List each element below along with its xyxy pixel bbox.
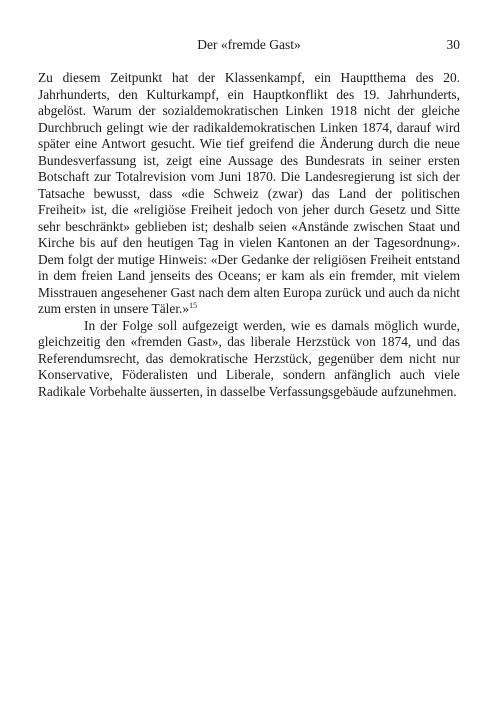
running-head <box>38 37 460 57</box>
footnote-reference: 15 <box>189 301 198 310</box>
body-text <box>38 70 460 400</box>
running-title: Der «fremde Gast» <box>197 37 301 52</box>
page-number: 30 <box>446 37 460 52</box>
paragraph <box>38 70 460 318</box>
paragraph: In der Folge soll aufgezeigt werden, wie es damals möglich wurde, gleichzeitig den «fremden Gast», das liberale Herzstück von 1874, und das Referendumsrecht, das demokratische Herzstück, gegenüber dem nicht nur Konservative, Föderalisten und Liberale, sondern anfänglich auch viele Radikale Vorbehalte äusserten, in dasselbe Verfassungsgebäude aufzunehmen. <box>38 317 460 399</box>
paragraph-text: Zu diesem Zeitpunkt hat der Klassenkampf, ein Hauptthema des 20. Jahrhunderts, den Kulturkampf, ein Hauptkonflikt des 19. Jahrhunderts, abgelöst. Warum der sozialdemokratischen Linken 1918 nicht der gleiche Durchbruch gelingt wie der radikaldemokratischen Linken 1874, darauf wird später eine Antwort gesucht. Wie tief greifend die Änderung durch die neue Bundesverfassung ist, zeigt eine Aussage des Bundesrats in seiner ersten Botschaft zur Totalrevision vom Juni 1870. Die Landesregierung ist sich der Tatsache bewusst, dass «die Schweiz (zwar) das Land der politischen Freiheit» ist, die «religiöse Freiheit jedoch von jeher durch Gesetz und Sitte sehr beschränkt» geblieben ist; deshalb seien «Anstände zwischen Staat und Kirche bis auf den heutigen Tag in vielen Kantonen an der Tagesordnung». Dem folgt der mutige Hinweis: «Der Gedanke der religiösen Freiheit entstand in dem freien Land jenseits des Oceans; er kam als ein fremder, mit vielem Misstrauen angesehener Gast nach dem alten Europa zurück und auch da nicht zum ersten in unsere Täler.» <box>38 70 460 316</box>
